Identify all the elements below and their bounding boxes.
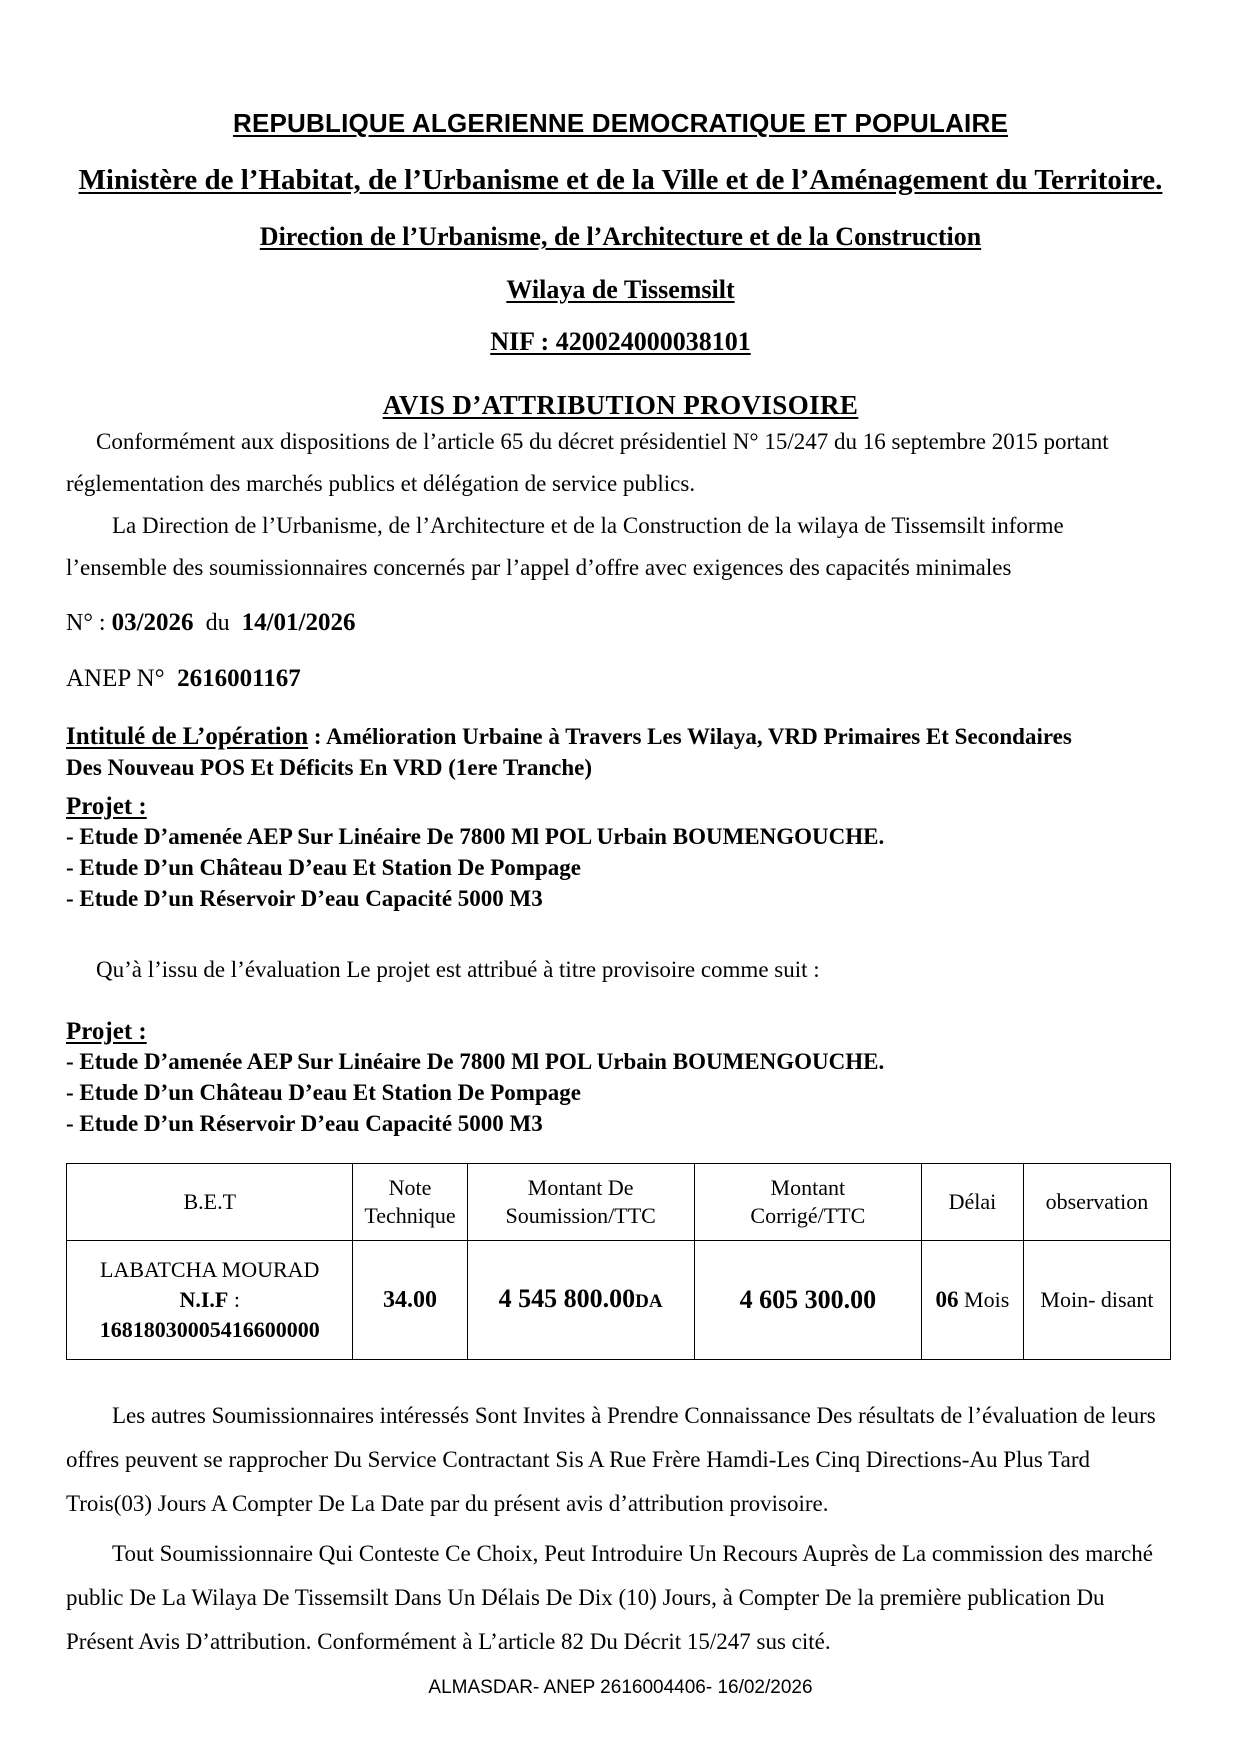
document-header [0, 0, 1241, 421]
tender-number-label: N° : [66, 610, 106, 636]
intro-paragraph-2-text: La Direction de l’Urbanisme, de l’Architecture et de la Construction de la wilaya de Tissemsilt informe l’ensemble des soumissionnaires concernés par l’appel d’offre avec exigences des capacités minimales [66, 513, 1064, 580]
note-technique-value: 34.00 [383, 1287, 437, 1313]
header-ministry-text: Ministère de l’Habitat, de l’Urbanisme et de la Ville et de l’Aménagement du Territoire. [78, 164, 1163, 196]
results-table-body [67, 1241, 1171, 1360]
anep-number-line [66, 643, 1163, 699]
col-header-observation-line1: observation [1045, 1189, 1149, 1214]
col-header-soum-line1: Montant De [527, 1175, 634, 1200]
col-header-delai [921, 1164, 1023, 1241]
delai-value: 06 [935, 1287, 959, 1312]
header-wilaya-line [0, 252, 1241, 305]
col-header-montant-corrige [694, 1164, 921, 1241]
col-header-delai-line1: Délai [948, 1189, 997, 1214]
project-first-item-3: - Etude D’un Réservoir D’eau Capacité 5000 M3 [66, 886, 543, 911]
cell-delai [921, 1241, 1023, 1360]
col-header-bet-line1: B.E.T [183, 1189, 237, 1214]
closing-paragraph-1-text: Les autres Soumissionnaires intéressés Sont Invites à Prendre Connaissance Des résultats de l’évaluation de leurs offres peuvent se rapprocher Du Service Contractant Sis A Rue Frère Hamdi-Les Cinq Directions-Au Plus Tard Trois(03) Jours A Compter De La Date par du présent avis d’attribution provisoire. [66, 1403, 1156, 1516]
document-title-text: AVIS D’ATTRIBUTION PROVISOIRE [382, 390, 859, 420]
col-header-note-technique [353, 1164, 467, 1241]
intro-paragraph-2 [66, 505, 1163, 589]
bet-nif-label: N.I.F [179, 1287, 229, 1312]
document-body [0, 421, 1241, 1139]
header-nif-line [0, 305, 1241, 357]
project-first-heading: Projet : [66, 793, 147, 820]
results-table [66, 1163, 1171, 1360]
anep-label: ANEP N° [66, 665, 165, 692]
header-direction-text: Direction de l’Urbanisme, de l’Architecture et de la Construction [259, 222, 982, 251]
tender-date-label: du [205, 610, 230, 636]
col-header-observation [1023, 1164, 1170, 1241]
header-wilaya-text: Wilaya de Tissemsilt [506, 275, 735, 304]
bet-nif-row [67, 1285, 352, 1315]
montant-soumission-value: 4 545 800.00 [498, 1283, 636, 1313]
bet-company-name: LABATCHA MOURAD [100, 1257, 320, 1282]
project-second-block [66, 988, 1163, 1139]
project-second-heading-row [66, 1008, 1163, 1046]
col-header-montant-soumission [467, 1164, 694, 1241]
project-first-item-2: - Etude D’un Château D’eau Et Station De Pompage [66, 855, 581, 880]
col-header-note-line2: Technique [364, 1203, 456, 1228]
award-intro-text: Qu’à l’issu de l’évaluation Le projet est attribué à titre provisoire comme suit : [96, 957, 820, 982]
tender-number-line [66, 589, 1163, 643]
header-ministry-line [0, 139, 1241, 197]
header-republic-line [0, 0, 1241, 139]
operation-label: Intitulé de L’opération [66, 723, 309, 750]
document-title-line [0, 357, 1241, 421]
table-row [67, 1241, 1171, 1360]
intro-paragraph-1 [66, 421, 1163, 505]
header-republic-text: REPUBLIQUE ALGERIENNE DEMOCRATIQUE ET POPULAIRE [232, 108, 1008, 138]
operation-value-line2: Des Nouveau POS Et Déficits En VRD (1ere Tranche) [66, 755, 592, 780]
col-header-bet [67, 1164, 353, 1241]
header-nif-text: NIF : 420024000038101 [490, 327, 751, 356]
project-first-item-1: - Etude D’amenée AEP Sur Linéaire De 7800 Ml POL Urbain BOUMENGOUCHE. [66, 824, 885, 849]
results-table-head [67, 1164, 1171, 1241]
cell-montant-soumission [467, 1241, 694, 1360]
col-header-soum-line2: Soumission/TTC [505, 1203, 656, 1228]
operation-title-line [66, 699, 1163, 752]
col-header-corr-line2: Corrigé/TTC [750, 1203, 866, 1228]
observation-value: Moin- disant [1040, 1287, 1154, 1312]
footer-text: ALMASDAR- ANEP 2616004406- 16/02/2026 [428, 1677, 813, 1698]
bet-nif-separator: : [228, 1287, 240, 1312]
closing-paragraph-2 [66, 1532, 1163, 1664]
project-first-heading-row [66, 783, 1163, 821]
results-table-wrapper [0, 1163, 1241, 1360]
closing-section [0, 1394, 1241, 1664]
anep-value: 2616001167 [177, 665, 301, 692]
montant-corrige-value: 4 605 300.00 [739, 1284, 877, 1314]
cell-observation [1023, 1241, 1170, 1360]
closing-paragraph-2-text: Tout Soumissionnaire Qui Conteste Ce Choix, Peut Introduire Un Recours Auprès de La commission des marché public De La Wilaya De Tissemsilt Dans Un Délais De Dix (10) Jours, à Compter De la première publication Du Présent Avis D’attribution. Conformément à L’article 82 Du Décrit 15/247 sus cité. [66, 1541, 1153, 1654]
bet-nif-value: 16818030005416600000 [99, 1317, 320, 1342]
tender-date-value: 14/01/2026 [241, 609, 356, 636]
page-footer [0, 1677, 1241, 1699]
project-second-heading: Projet : [66, 1018, 147, 1045]
header-direction-line [0, 197, 1241, 252]
closing-paragraph-1 [66, 1394, 1163, 1526]
intro-paragraph-1-text: Conformément aux dispositions de l’article 65 du décret présidentiel N° 15/247 du 16 septembre 2015 portant réglementation des marchés publics et délégation de service publics. [66, 429, 1109, 496]
cell-bet [67, 1241, 353, 1360]
cell-montant-corrige [694, 1241, 921, 1360]
operation-value-line1: Amélioration Urbaine à Travers Les Wilaya, VRD Primaires Et Secondaires [326, 724, 1072, 749]
delai-unit: Mois [964, 1287, 1010, 1312]
project-first-block [66, 783, 1163, 914]
project-second-item-1: - Etude D’amenée AEP Sur Linéaire De 7800 Ml POL Urbain BOUMENGOUCHE. [66, 1049, 885, 1074]
award-intro-line [66, 914, 1163, 988]
cell-note-technique [353, 1241, 467, 1360]
tender-number-value: 03/2026 [111, 609, 194, 636]
operation-value-line2-row [66, 752, 1163, 783]
montant-soumission-currency: DA [635, 1290, 663, 1312]
col-header-corr-line1: Montant [770, 1175, 846, 1200]
project-second-item-3: - Etude D’un Réservoir D’eau Capacité 5000 M3 [66, 1111, 543, 1136]
operation-separator: : [308, 724, 327, 749]
col-header-note-line1: Note [388, 1175, 432, 1200]
project-second-item-2: - Etude D’un Château D’eau Et Station De Pompage [66, 1080, 581, 1105]
table-header-row [67, 1164, 1171, 1241]
